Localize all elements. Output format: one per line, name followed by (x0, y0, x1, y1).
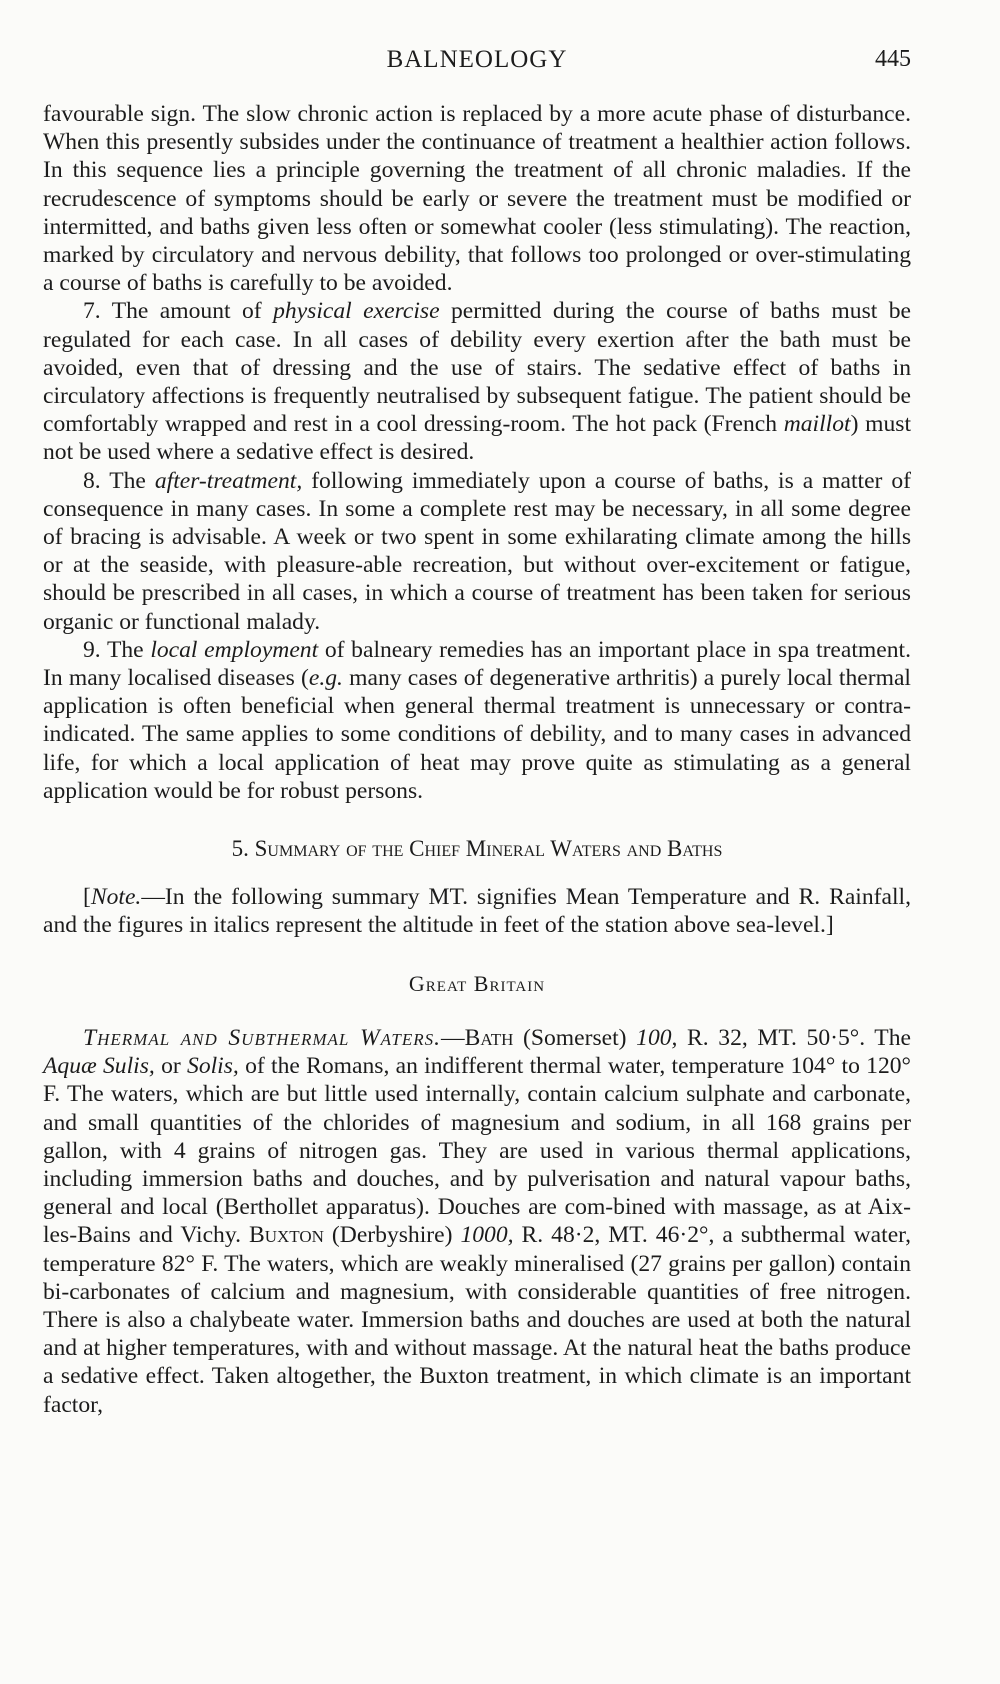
thermal-text-3: R. 32, MT. 50·5°. The (677, 1024, 911, 1051)
paragraph-continued: favourable sign. The slow chronic action is replaced by a more acute phase of disturbance. When this presently subsides under the continuance of treatment a healthier action follows. In this sequence lies a principle governing the treatment of all chronic maladies. If the recrudescence of symptoms should be early or severe the treatment must be modified or intermitted, and baths given less often or somewhat cooler (less stimulating). The reaction, marked by circulatory and nervous debility, that follows too prolonged or over-stimulating a course of baths is carefully to be avoided. (43, 101, 911, 297)
page-body (43, 100, 911, 1419)
place-bath: Bath (464, 1024, 514, 1051)
p9-text-b: of balneary remedies has an important place in spa treatment. In many localised diseases ( (43, 636, 912, 692)
p7-emphasis-maillot: maillot (783, 411, 851, 438)
p9-emphasis-local-employment: local employment (150, 636, 319, 663)
p9-text-a: 9. The (83, 636, 151, 663)
place-buxton: Buxton (249, 1222, 324, 1249)
p7-text-c: ) must not be used where a sedative effect is desired. (43, 411, 911, 466)
p8-text-a: 8. The (83, 467, 155, 494)
subheading-great-britain: Great Britain (408, 970, 546, 996)
thermal-text-2: (Somerset) (513, 1024, 637, 1051)
note-text: —In the following summary MT. signifies Mean Temperature and R. Rainfall, and the figures in italics represent the altitude in feet of the station above sea-level.] (43, 884, 911, 939)
altitude-buxton: 1000, (460, 1222, 514, 1249)
thermal-text-5: of the Romans, an indifferent thermal water, temperature 104° to 120° F. The waters, which are but little used internally, contain calcium sulphate and carbonate, and small quantities of the chlorides of magnesium and sodium, in all 168 grains per gallon, with 4 grains of nitrogen gas. They are used in various thermal applications, including immersion baths and douches, and by pulverisation and natural vapour baths, general and local (Berthollet apparatus). Douches are com-bined with massage, as at Aix-les-Bains and Vichy. (43, 1053, 911, 1249)
paragraph-thermal-waters (43, 1024, 911, 1419)
emphasis-solis: Solis, (187, 1053, 239, 1080)
p7-text-b: permitted during the course of baths must be regulated for each case. In all cases of debility every exertion after the bath must be avoided, even that of dressing and the use of stairs. The sedative effect of baths in circulatory affections is frequently neutralised by subsequent fatigue. The patient should be comfortably wrapped and rest in a cool dressing-room. The hot pack (French (43, 298, 912, 438)
thermal-text-7: R. 48·2, MT. 46·2°, a subthermal water, temperature 82° F. The waters, which are weakly mineralised (27 grains per gallon) contain bi-carbonates of calcium and magnesium, with considerable quantities of free nitrogen. There is also a chalybeate water. Immersion baths and douches are used at both the natural and at higher temperatures, with and without massage. At the natural heat the baths produce a sedative effect. Taken altogether, the Buxton treatment, in which climate is an important factor, (43, 1222, 911, 1418)
p8-text-b: following immediately upon a course of baths, is a matter of consequence in many cases. In some a complete rest may be necessary, in all some degree of bracing is advisable. A week or two spent in some exhilarating climate among the hills or at the seaside, with pleasure-able recreation, but without over-excitement or fatigue, should be prescribed in all cases, in which a course of treatment has been taken for serious organic or functional malady. (43, 467, 911, 635)
thermal-text-6: (Derbyshire) (323, 1222, 461, 1249)
p7-text-a: 7. The amount of (83, 298, 274, 325)
paragraph-9 (43, 636, 911, 805)
altitude-bath: 100, (636, 1024, 678, 1051)
section-heading: 5. Summary of the Chief Mineral Waters and Baths (231, 836, 723, 862)
page-header (43, 46, 911, 82)
p8-emphasis-after-treatment: after-treatment, (154, 467, 303, 494)
thermal-text-1: — (441, 1024, 465, 1051)
page-number: 445 (875, 46, 911, 72)
note-bracket: [ (83, 884, 91, 911)
p9-emphasis-eg: e.g. (308, 665, 343, 692)
paragraph-7 (43, 297, 911, 466)
thermal-text-4: or (154, 1053, 188, 1080)
p9-text-c: many cases of degenerative arthritis) a purely local thermal application is often beneficial when general thermal treatment is unnecessary or contra-indicated. The same applies to some conditions of debility, and to many cases in advanced life, for which a local application of heat may prove quite as stimulating as a general application would be for robust persons. (43, 665, 911, 804)
p7-emphasis-physical-exercise: physical exercise (273, 298, 440, 325)
thermal-waters-heading: Thermal and Subthermal Waters. (83, 1024, 441, 1051)
emphasis-aquae-sulis: Aquæ Sulis, (43, 1053, 155, 1080)
note-paragraph (43, 883, 911, 939)
note-label: Note. (90, 884, 142, 911)
running-title: BALNEOLOGY (386, 46, 568, 73)
paragraph-8 (43, 467, 911, 636)
